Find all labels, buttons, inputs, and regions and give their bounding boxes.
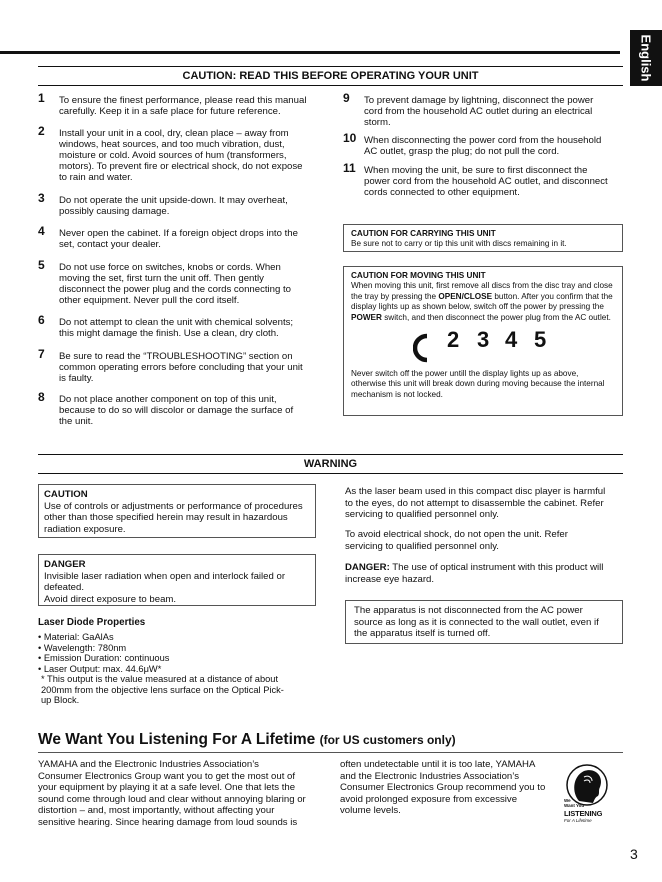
moving-text-part: switch, and then disconnect the power plug from the AC outlet. — [381, 312, 611, 322]
carrying-caution-title: CAUTION FOR CARRYING THIS UNIT — [351, 229, 496, 238]
caution-item — [38, 91, 328, 117]
language-label: English — [638, 34, 654, 82]
display-digit: 5 — [534, 327, 547, 353]
item-text: Be sure to read the “TROUBLESHOOTING” section on common operating errors before concluding that your unit is faulty. — [59, 351, 303, 384]
electric-shock-paragraph: To avoid electrical shock, do not open the unit. Refer servicing to qualified personnel only. — [345, 529, 568, 552]
danger-text: The use of optical instrument with this product will increase eye hazard. — [345, 562, 604, 585]
item-number: 11 — [343, 161, 356, 175]
caution-item — [38, 313, 328, 339]
caution-heading-text: CAUTION: READ THIS BEFORE OPERATING YOUR UNIT — [182, 70, 479, 82]
caution-item — [38, 390, 328, 427]
moving-caution-footer: Never switch off the power untill the display lights up as above, otherwise this unit will break down during moving because the internal mechanism is not locked. — [351, 369, 605, 399]
item-text: Do not place another component on top of this unit, because to do so will discolor or damage the surface of the unit. — [59, 394, 294, 427]
caution-item — [38, 347, 328, 384]
listening-rule — [38, 752, 623, 753]
item-text: When disconnecting the power cord from the household AC outlet, grasp the plug; do not pull the cord. — [364, 135, 602, 157]
caution-item — [343, 91, 628, 128]
listening-title-main: We Want You Listening For A Lifetime — [38, 731, 316, 748]
danger-box — [38, 554, 316, 606]
logo-small-text: We Want You — [564, 798, 585, 808]
laser-property: • Laser Output: max. 44.6μW* — [38, 663, 162, 674]
laser-caution-box — [38, 484, 316, 538]
language-tab — [630, 30, 662, 86]
danger-box-text: Invisible laser radiation when open and interlock failed or defeated. Avoid direct exposure to beam. — [44, 570, 286, 605]
moving-caution-title: CAUTION FOR MOVING THIS UNIT — [351, 271, 486, 280]
listening-right-text: often undetectable until it is too late, YAMAHA and the Electronic Industries Association’s Consumer Electronics Group recommend you to avoid prolonged exposure from excessive volume levels. — [340, 759, 546, 816]
ac-power-box — [345, 600, 623, 644]
display-digit: 2 — [447, 327, 460, 353]
optical-danger-paragraph — [345, 562, 630, 585]
logo-tagline: For A Lifetime — [564, 818, 592, 823]
caution-item — [38, 124, 328, 183]
warning-heading-text: WARNING — [303, 458, 358, 470]
listening-title — [38, 731, 456, 749]
item-number: 3 — [38, 191, 45, 205]
top-rule — [0, 51, 620, 54]
item-text: Install your unit in a cool, dry, clean place – away from windows, heat sources, and too much vibration, dust, moisture or cold. Avoid sources of hum (transformers, motors). To prevent fire or electrical shock, do not expose to rain and water. — [59, 128, 303, 183]
display-digit: 3 — [477, 327, 490, 353]
item-text: To prevent damage by lightning, disconnect the power cord from the household AC outlet during an electrical storm. — [364, 95, 594, 128]
caution-item — [38, 224, 328, 250]
open-close-label: OPEN/CLOSE — [438, 291, 493, 301]
item-number: 2 — [38, 124, 45, 138]
laser-properties-title: Laser Diode Properties — [38, 617, 146, 628]
power-label: POWER — [351, 312, 382, 322]
laser-caution-title: CAUTION — [44, 489, 88, 500]
danger-label: DANGER: — [345, 562, 390, 573]
logo-listening-text: LISTENING — [564, 809, 603, 818]
listening-left-text: YAMAHA and the Electronic Industries Association’s Consumer Electronics Group want you to get the most out of your equipment by playing it at a safe level. One that lets the sound come through loud and clear without annoying blaring or distortion – and, most importantly, without affecting your sensitive hearing. Since hearing damage from loud sounds is — [38, 759, 306, 828]
moving-caution-box — [343, 266, 623, 416]
item-number: 1 — [38, 91, 45, 105]
display-illustration — [351, 323, 615, 367]
display-arc-icon — [413, 333, 445, 363]
item-number: 8 — [38, 390, 45, 404]
item-text: Do not use force on switches, knobs or cords. When moving the set, first turn the unit off. Then gently disconnect the power plug and the cords connecting to other equipment. Never pull the cord itself. — [59, 262, 292, 306]
laser-properties-list — [38, 632, 284, 706]
item-number: 9 — [343, 91, 350, 105]
laser-property: • Wavelength: 780nm — [38, 642, 127, 653]
laser-caution-text: Use of controls or adjustments or performance of procedures other than those specified herein may result in hazardous radiation exposure. — [44, 500, 303, 535]
caution-item — [343, 131, 628, 157]
caution-item — [38, 258, 328, 306]
caution-item — [38, 191, 328, 217]
listening-title-subtitle: (for US customers only) — [319, 733, 456, 747]
danger-box-title: DANGER — [44, 559, 86, 570]
laser-property: • Emission Duration: continuous — [38, 653, 170, 663]
carrying-caution-box — [343, 224, 623, 252]
item-text: Never open the cabinet. If a foreign object drops into the set, contact your dealer. — [59, 228, 298, 250]
carrying-caution-text: Be sure not to carry or tip this unit with discs remaining in it. — [351, 239, 567, 249]
item-text: Do not attempt to clean the unit with chemical solvents; this might damage the finish. Use a clean, dry cloth. — [59, 317, 294, 339]
moving-text-part: When moving this unit, first remove all discs from the disc tray and close the tray by pressing the — [351, 281, 613, 301]
item-number: 10 — [343, 131, 357, 145]
warning-heading — [38, 454, 623, 474]
item-number: 7 — [38, 347, 45, 361]
display-digit: 4 — [505, 327, 518, 353]
caution-item — [343, 161, 628, 198]
laser-output-note: * This output is the value measured at a distance of about 200mm from the objective lens surface on the Optical Pick- up Block. — [41, 674, 284, 705]
page-number: 3 — [630, 846, 638, 862]
laser-harm-paragraph: As the laser beam used in this compact disc player is harmful to the eyes, do not attempt to disassemble the cabinet. Refer servicing to qualified personnel only. — [345, 486, 606, 520]
moving-caution-text — [351, 281, 615, 323]
ac-power-text: The apparatus is not disconnected from the AC power source as long as it is connected to the wall outlet, even if the apparatus itself is turned off. — [354, 605, 599, 639]
item-number: 4 — [38, 224, 45, 238]
item-number: 5 — [38, 258, 45, 272]
listening-logo — [562, 763, 612, 829]
caution-heading — [38, 66, 623, 86]
laser-property: • Material: GaAlAs — [38, 632, 114, 642]
item-text: When moving the unit, be sure to first disconnect the power cord from the household AC outlet, and disconnect cords connected to other equipment. — [364, 165, 608, 198]
item-text: To ensure the finest performance, please read this manual carefully. Keep it in a safe place for future reference. — [59, 95, 307, 117]
item-text: Do not operate the unit upside-down. It may overheat, possibly causing damage. — [59, 195, 288, 217]
item-number: 6 — [38, 313, 45, 327]
moving-text-part: button. After you confirm that the display lights up as shown below, switch off the power by pressing the — [351, 291, 613, 312]
